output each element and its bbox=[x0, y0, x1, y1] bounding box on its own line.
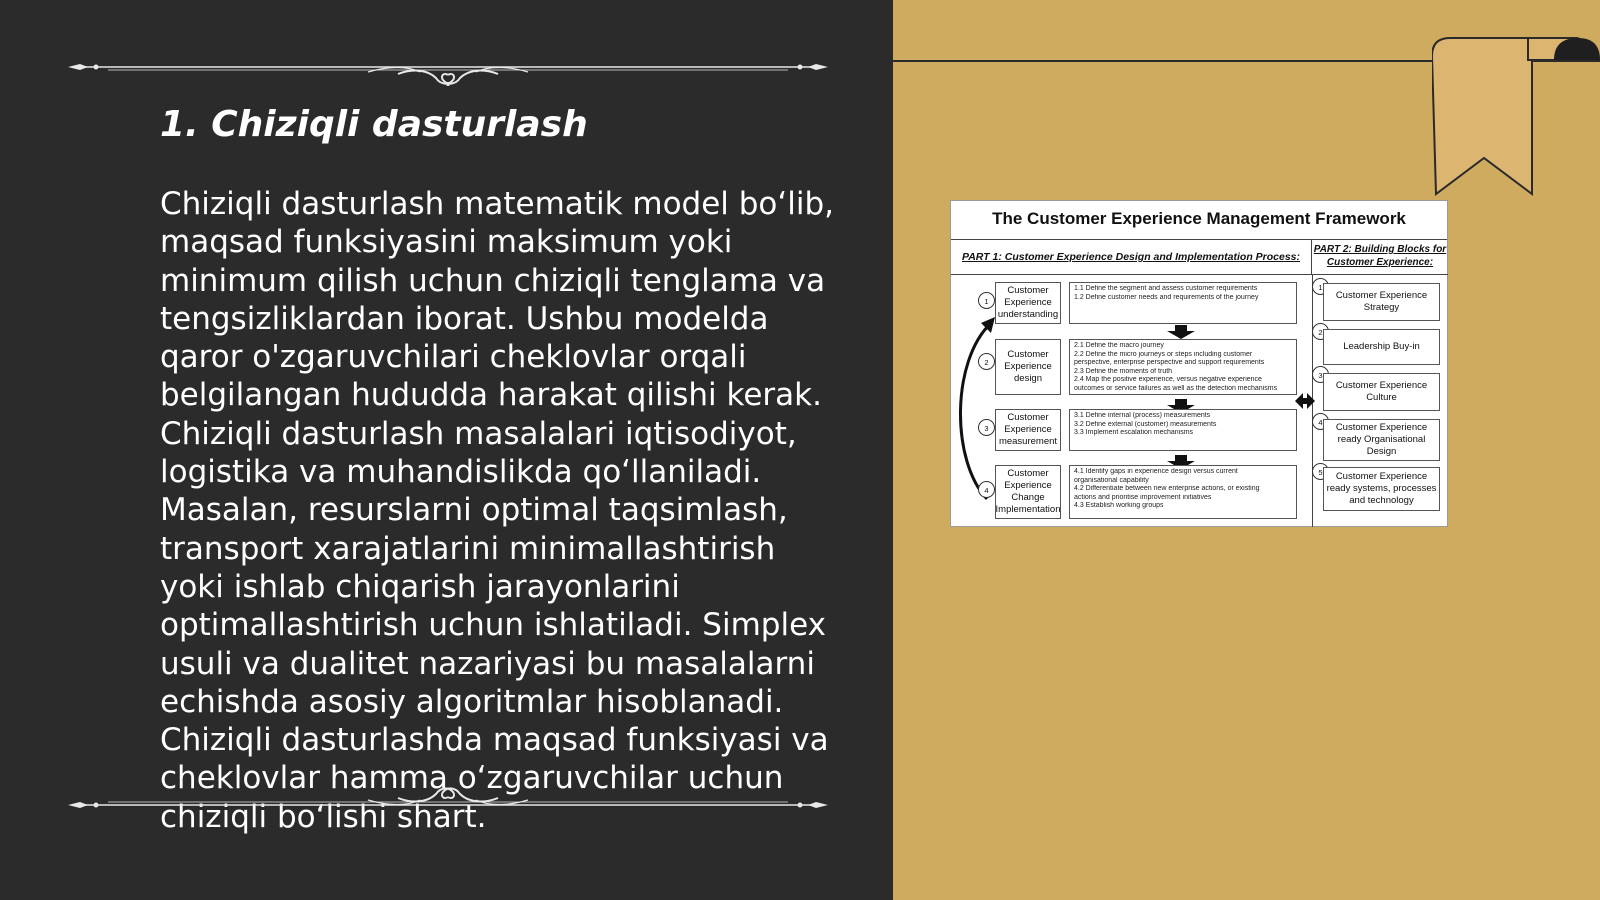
bottom-ornament-divider bbox=[68, 786, 828, 826]
top-ornament-divider bbox=[68, 48, 828, 88]
slide-title: 1. Chiziqli dasturlash bbox=[160, 104, 588, 145]
stage-box-measurement: Customer Experience measurement bbox=[995, 409, 1061, 451]
step-text: 2.3 Define the moments of truth bbox=[1074, 367, 1173, 375]
step-text: actions and prioritise improvement initiatives bbox=[1074, 493, 1212, 501]
stage-steps-change-implementation bbox=[1069, 465, 1297, 519]
step-text: 1.1 Define the segment and assess customer requirements bbox=[1074, 285, 1258, 292]
block-number: 1 bbox=[1312, 278, 1329, 295]
stage-steps-understanding bbox=[1069, 282, 1297, 324]
stage-box-understanding: Customer Experience understanding bbox=[995, 282, 1061, 324]
block-cx-strategy: Customer Experience Strategy bbox=[1323, 283, 1440, 321]
block-cx-systems: Customer Experience ready systems, processes and technology bbox=[1323, 467, 1440, 511]
step-text: 1.2 Define customer needs and requirements of the journey bbox=[1074, 293, 1259, 301]
step-text: 3.3 Implement escalation mechanisms bbox=[1074, 429, 1194, 436]
stage-box-change-implementation: Customer Experience Change Implementation bbox=[995, 465, 1061, 519]
framework-part2-heading: PART 2: Building Blocks for Customer Experience: bbox=[1312, 239, 1448, 275]
stage-steps-design bbox=[1069, 339, 1297, 395]
framework-title: The Customer Experience Management Framework bbox=[951, 201, 1447, 240]
stage-box-design: Customer Experience design bbox=[995, 339, 1061, 395]
step-text: 2.2 Define the micro journeys or steps including customer bbox=[1074, 350, 1253, 358]
stage-number: 4 bbox=[978, 481, 995, 498]
block-cx-org-design: Customer Experience ready Organisational Design bbox=[1323, 419, 1440, 461]
step-text: 3.2 Define external (customer) measurements bbox=[1074, 420, 1217, 428]
step-text: 4.3 Establish working groups bbox=[1074, 502, 1164, 509]
stage-number: 1 bbox=[978, 292, 995, 309]
step-text: 2.1 Define the macro journey bbox=[1074, 342, 1164, 349]
slide-body-text: Chiziqli dasturlash matematik model bo‘lib, maqsad funksiyasini maksimum yoki minimum qilish uchun chiziqli tenglama va tengsizliklardan iborat. Ushbu modelda qaror o'zgaruvchilari cheklovlar orqali belgilangan hududda harakat qilishi kerak. Chiziqli dasturlash masalalari iqtisodiyot, logistika va muhandislikda qo‘llaniladi. Masalan, resurslarni optimal taqsimlash, transport xarajatlarini minimallashtirish yoki ishlab chiqarish jarayonlarini optimallashtirish uchun ishlatiladi. Simplex usuli va dualitet nazariyasi bu masalalarni echishda asosiy algoritmlar hisoblanadi. Chiziqli dasturlashda maqsad funksiyasi va cheklovlar hamma o‘zgaruvchilar uchun chiziqli bo‘lishi shart. bbox=[160, 186, 835, 835]
bookmark-ribbon bbox=[1432, 34, 1600, 200]
block-leadership-buy-in: Leadership Buy-in bbox=[1323, 329, 1440, 365]
block-number: 3 bbox=[1312, 366, 1329, 383]
block-number: 4 bbox=[1312, 413, 1329, 430]
stage-number: 2 bbox=[978, 353, 995, 370]
step-text: 4.2 Differentiate between new enterprise actions, or existing bbox=[1074, 485, 1260, 492]
step-text: organisational capability bbox=[1074, 476, 1149, 484]
framework-part1-heading: PART 1: Customer Experience Design and Implementation Process: bbox=[951, 239, 1312, 275]
step-text: 4.1 Identify gaps in experience design versus current bbox=[1074, 468, 1238, 475]
block-number: 5 bbox=[1312, 463, 1329, 480]
stage-steps-measurement bbox=[1069, 409, 1297, 451]
step-text: perspective, enterprise perspective and support requirements bbox=[1074, 359, 1265, 366]
block-number: 2 bbox=[1312, 323, 1329, 340]
block-cx-culture: Customer Experience Culture bbox=[1323, 373, 1440, 411]
framework-diagram bbox=[950, 200, 1448, 527]
step-text: outcomes or service failures as well as the detection mechanisms bbox=[1074, 384, 1278, 392]
step-text: 3.1 Define internal (process) measurements bbox=[1074, 412, 1211, 419]
step-text: 2.4 Map the positive experience, versus negative experience bbox=[1074, 376, 1262, 383]
stage-number: 3 bbox=[978, 419, 995, 436]
